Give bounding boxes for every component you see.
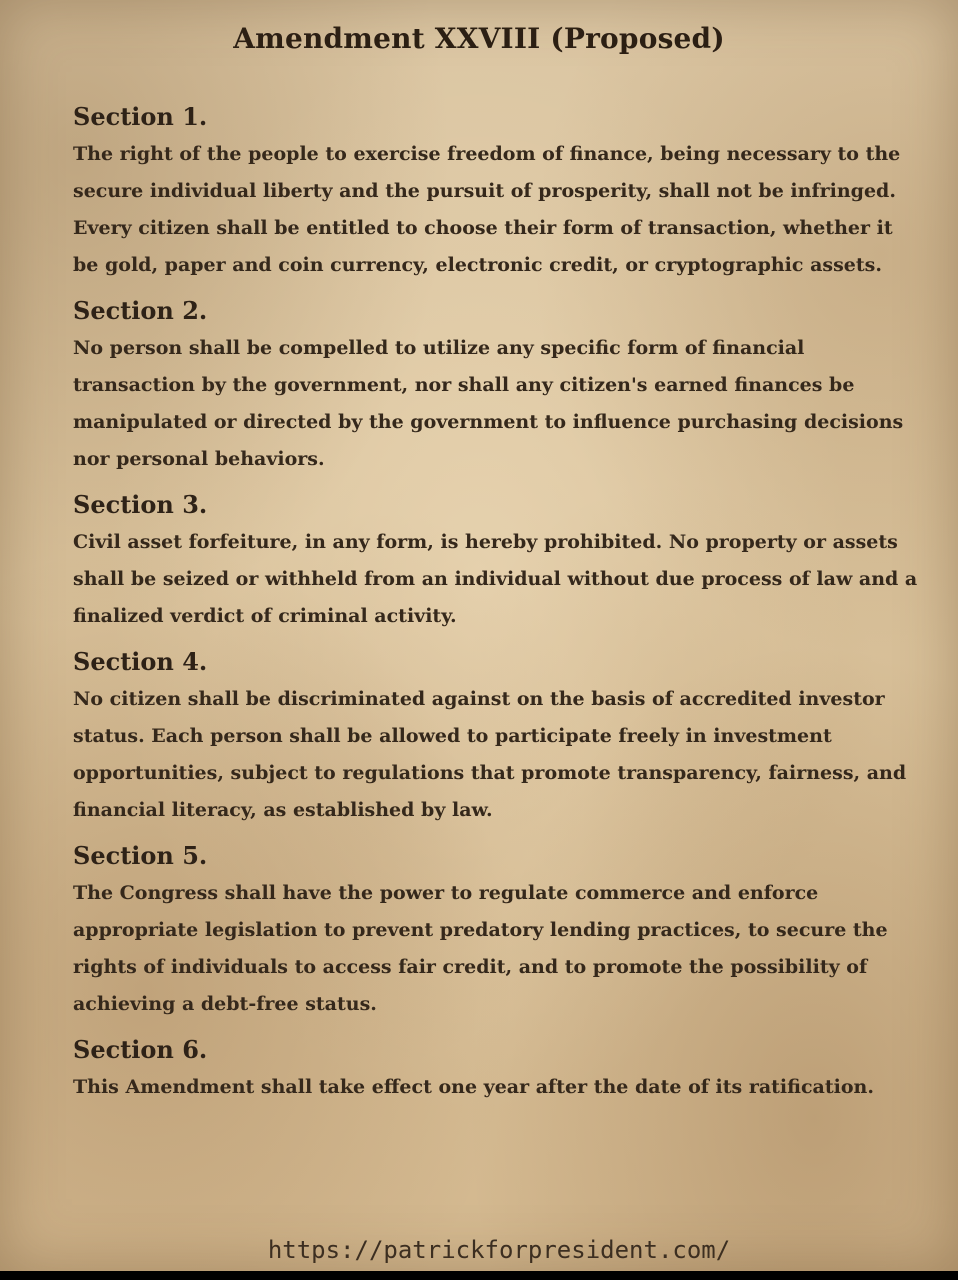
section-heading: Section 5. bbox=[73, 841, 208, 870]
section-heading: Section 6. bbox=[73, 1035, 208, 1064]
section-heading: Section 4. bbox=[73, 647, 208, 676]
section-heading: Section 2. bbox=[73, 296, 208, 325]
section-heading: Section 3. bbox=[73, 490, 208, 519]
section-2 bbox=[73, 294, 920, 478]
document-body bbox=[73, 100, 920, 1116]
footer-url: https://patrickforpresident.com/ bbox=[267, 1236, 731, 1264]
section-text: The right of the people to exercise freedom of finance, being necessary to the secure individual liberty and the pursuit of prosperity, shall not be infringed. Every citizen shall be entitled to choose their form of transaction, whether it be gold, paper and coin currency, electronic credit, or cryptographic assets. bbox=[73, 143, 901, 276]
section-5 bbox=[73, 839, 920, 1023]
section-text: No citizen shall be discriminated against on the basis of accredited investor status. Each person shall be allowed to participate freely in investment opportunities, subject to regulations that promote transparency, fairness, and financial literacy, as established by law. bbox=[73, 688, 907, 821]
section-3 bbox=[73, 488, 920, 635]
section-1 bbox=[73, 100, 920, 284]
section-text: Civil asset forfeiture, in any form, is hereby prohibited. No property or assets shall be seized or withheld from an individual without due process of law and a finalized verdict of criminal activity. bbox=[73, 531, 918, 627]
section-text: No person shall be compelled to utilize any specific form of financial transaction by the government, nor shall any citizen's earned finances be manipulated or directed by the government to influence purchasing decisions nor personal behaviors. bbox=[73, 337, 904, 470]
section-6 bbox=[73, 1033, 920, 1106]
section-text: The Congress shall have the power to regulate commerce and enforce appropriate legislation to prevent predatory lending practices, to secure the rights of individuals to access fair credit, and to promote the possibility of achieving a debt-free status. bbox=[73, 882, 888, 1015]
section-4 bbox=[73, 645, 920, 829]
section-text: This Amendment shall take effect one year after the date of its ratification. bbox=[73, 1076, 874, 1098]
document-title: Amendment XXVIII (Proposed) bbox=[233, 22, 725, 55]
section-heading: Section 1. bbox=[73, 102, 208, 131]
